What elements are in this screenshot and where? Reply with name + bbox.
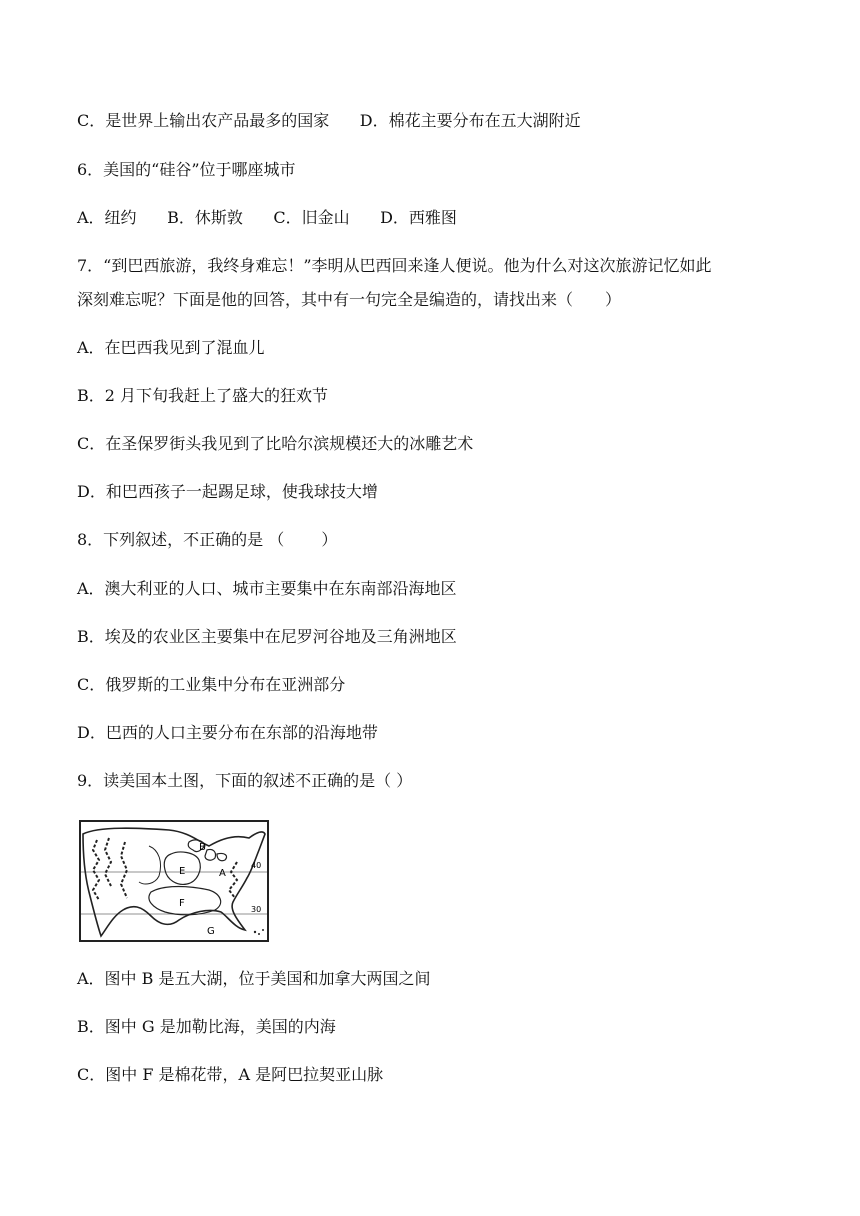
question-9-option-a: A．图中 B 是五大湖，位于美国和加拿大两国之间 <box>77 969 431 988</box>
question-9-option-b: B．图中 G 是加勒比海，美国的内海 <box>77 1017 336 1036</box>
map-label-e: E <box>179 866 186 877</box>
question-8-option-c: C．俄罗斯的工业集中分布在亚洲部分 <box>77 675 346 694</box>
question-8-option-d: D．巴西的人口主要分布在东部的沿海地带 <box>77 723 378 742</box>
map-lat-30: 30 <box>251 905 262 914</box>
map-label-f: F <box>179 898 185 909</box>
question-8: 8．下列叙述，不正确的是 （ ） <box>77 530 338 549</box>
map-lat-40: 40 <box>251 861 262 870</box>
question-8-option-a: A．澳大利亚的人口、城市主要集中在东南部沿海地区 <box>77 579 457 598</box>
question-7-option-a: A．在巴西我见到了混血儿 <box>77 338 265 357</box>
question-7-option-c: C．在圣保罗街头我见到了比哈尔滨规模还大的冰雕艺术 <box>77 434 474 453</box>
option-c-d: C．是世界上输出农产品最多的国家 D．棉花主要分布在五大湖附近 <box>77 111 581 130</box>
question-7-option-b: B．2 月下旬我赶上了盛大的狂欢节 <box>77 386 329 405</box>
question-7-line-2: 深刻难忘呢？下面是他的回答，其中有一句完全是编造的，请找出来（ ） <box>77 290 622 309</box>
question-9-option-c: C．图中 F 是棉花带，A 是阿巴拉契亚山脉 <box>77 1065 384 1084</box>
question-6: 6．美国的“硅谷”位于哪座城市 <box>77 160 296 179</box>
question-7-option-d: D．和巴西孩子一起踢足球，使我球技大增 <box>77 482 378 501</box>
us-mainland-map <box>79 820 269 942</box>
map-label-a: A <box>219 868 226 879</box>
map-label-b: B <box>199 842 206 853</box>
map-label-g: G <box>207 926 215 937</box>
question-6-options: A．纽约 B．休斯敦 C．旧金山 D．西雅图 <box>77 208 457 227</box>
question-7-line-1: 7．“到巴西旅游，我终身难忘！”李明从巴西回来逢人便说。他为什么对这次旅游记忆如此 <box>77 256 712 275</box>
question-8-option-b: B．埃及的农业区主要集中在尼罗河谷地及三角洲地区 <box>77 627 457 646</box>
question-9: 9．读美国本土图，下面的叙述不正确的是（ ） <box>77 771 413 790</box>
